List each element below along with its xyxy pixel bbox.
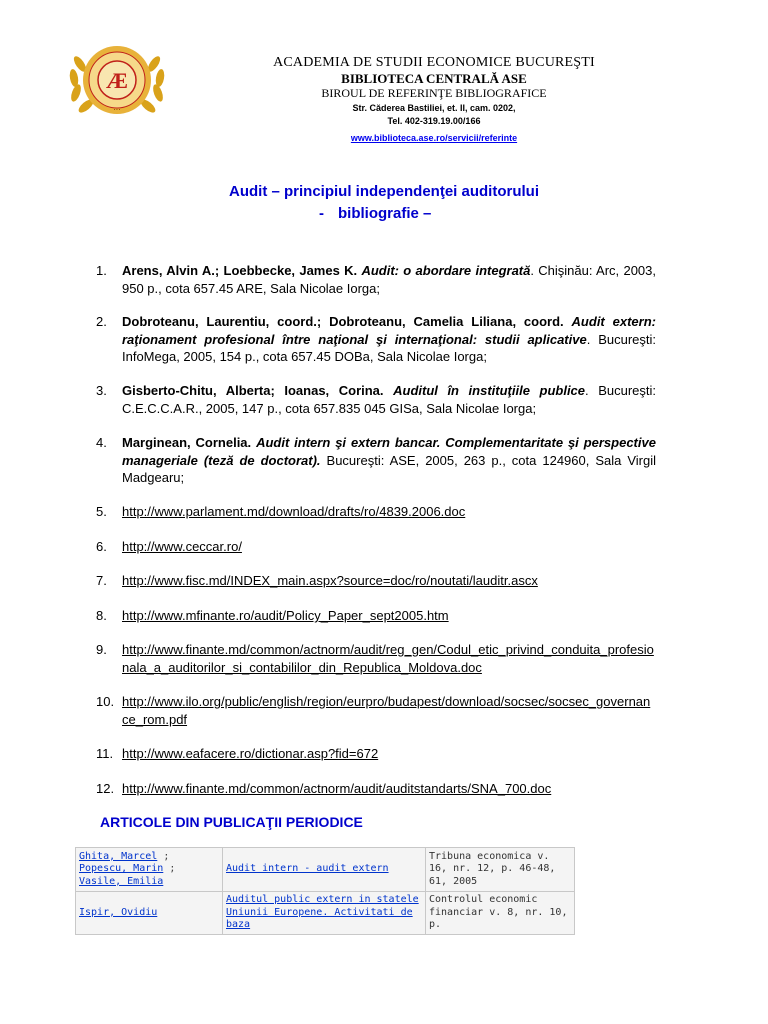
item-number: 5.	[96, 504, 107, 519]
institution-header	[230, 55, 638, 146]
link-item	[96, 572, 656, 590]
item-authors: Gisberto-Chitu, Alberta; Ioanas, Corina.	[122, 383, 384, 398]
subtitle-text: bibliografie –	[338, 205, 432, 222]
document-subtitle	[319, 205, 431, 222]
authors-cell	[76, 892, 222, 934]
academy-name: ACADEMIA DE STUDII ECONOMICE BUCUREŞTI	[273, 55, 595, 70]
link-item	[96, 693, 656, 728]
bibliography-item	[96, 262, 656, 297]
item-number: 11.	[96, 746, 114, 761]
reference-link[interactable]: http://www.fisc.md/INDEX_main.aspx?source=doc/ro/noutati/lauditr.ascx	[122, 573, 538, 588]
item-title: Auditul în instituţiile publice	[393, 383, 586, 398]
item-number: 1.	[96, 263, 107, 278]
author-link[interactable]: Popescu, Marin	[79, 863, 164, 875]
title-cell	[223, 892, 425, 934]
address: Str. Căderea Bastiliei, et. II, cam. 0202,	[352, 103, 516, 113]
reference-link[interactable]: http://www.finante.md/common/actnorm/audit/reg_gen/Codul_etic_privind_conduita_profesionala_a_auditorilor_si_contabililor_din_Republica_Moldova.doc	[122, 642, 654, 675]
phone: Tel. 402-319.19.00/166	[387, 116, 481, 126]
author-link[interactable]: Vasile, Emilia	[79, 875, 164, 887]
bibliography-item	[96, 434, 656, 487]
bibliography-item	[96, 382, 657, 417]
item-number: 4.	[96, 435, 107, 450]
svg-text:• • •: • • •	[113, 107, 121, 112]
link-item	[96, 745, 656, 763]
link-item	[96, 503, 656, 521]
item-number: 8.	[96, 608, 107, 623]
bibliography-item	[96, 313, 656, 366]
article-title-link[interactable]: Audit intern - audit extern	[226, 863, 389, 875]
author-separator: ;	[163, 850, 170, 862]
reference-link[interactable]: http://www.eafacere.ro/dictionar.asp?fid=672	[122, 746, 379, 761]
author-link[interactable]: Ghita, Marcel	[79, 850, 158, 862]
item-authors: Dobroteanu, Laurentiu, coord.; Dobroteanu, Camelia Liliana, coord.	[122, 314, 564, 329]
reference-link[interactable]: http://www.ceccar.ro/	[122, 539, 242, 554]
item-title: Audit: o abordare integrată	[361, 263, 531, 278]
source-cell: Controlul economic financiar v. 8, nr. 10, p.	[426, 892, 574, 934]
item-number: 6.	[96, 539, 107, 554]
item-details: . Bucureşti: C.E.C.C.A.R., 2005, 147 p., cota 657.835 045 GISa, Sala Nicolae Iorga;	[122, 383, 657, 416]
item-details: . Bucureşti: InfoMega, 2005, 154 p., cota 657.45 DOBa, Sala Nicolae Iorga;	[122, 331, 656, 364]
link-item	[96, 641, 656, 676]
item-details: Bucureşti: ASE, 2005, 263 p., cota 124960, Sala Virgil Madgearu;	[122, 452, 656, 485]
item-number: 10.	[96, 694, 115, 709]
item-authors: Arens, Alvin A.; Loebbecke, James K.	[122, 263, 358, 278]
reference-link[interactable]: http://www.finante.md/common/actnorm/audit/auditstandarts/SNA_700.doc	[122, 781, 552, 796]
subtitle-dash: -	[319, 205, 324, 222]
table-row	[76, 892, 574, 934]
reference-link[interactable]: http://www.mfinante.ro/audit/Policy_Paper_sept2005.htm	[122, 608, 449, 623]
item-number: 3.	[96, 383, 107, 398]
office-name: BIROUL DE REFERINŢE BIBLIOGRAFICE	[321, 86, 547, 100]
link-item	[96, 538, 656, 556]
item-number: 9.	[96, 642, 107, 657]
title-cell	[223, 848, 425, 891]
author-separator: ;	[169, 863, 176, 875]
item-details: . Chişinău: Arc, 2003, 950 p., cota 657.45 ARE, Sala Nicolae Iorga;	[122, 263, 656, 296]
link-item	[96, 780, 656, 798]
item-authors: Marginean, Cornelia.	[122, 435, 252, 450]
reference-link[interactable]: http://www.ilo.org/public/english/region/eurpro/budapest/download/socsec/socsec_governance_rom.pdf	[122, 694, 651, 727]
source-cell: Tribuna economica v. 16, nr. 12, p. 46-48, 61, 2005	[426, 848, 574, 891]
link-item	[96, 607, 656, 625]
article-title-link[interactable]: Auditul public extern in statele Uniunii Europene. Activitati de baza	[226, 894, 419, 930]
library-url-link[interactable]: www.biblioteca.ase.ro/servicii/referinte	[350, 133, 518, 143]
item-number: 12.	[96, 781, 115, 796]
author-link[interactable]: Ispir, Ovidiu	[79, 906, 158, 918]
articles-table	[75, 847, 575, 935]
document-title: Audit – principiul independenţei auditorului	[229, 183, 539, 200]
item-number: 2.	[96, 314, 107, 329]
reference-link[interactable]: http://www.parlament.md/download/drafts/ro/4839.2006.doc	[122, 504, 466, 519]
table-row	[76, 848, 574, 891]
item-number: 7.	[96, 573, 107, 588]
authors-cell	[76, 848, 222, 891]
item-title: Audit intern şi extern bancar. Complementaritate şi perspective manageriale (teză de doctorat).	[122, 435, 656, 468]
section-title: ARTICOLE DIN PUBLICAŢII PERIODICE	[100, 814, 363, 830]
library-name: BIBLIOTECA CENTRALĂ ASE	[341, 71, 527, 86]
svg-text:Æ: Æ	[106, 68, 128, 93]
item-title: Audit extern: raţionament profesional între naţional şi internaţional: studii aplicative	[122, 314, 656, 347]
ase-emblem-logo	[66, 40, 168, 122]
